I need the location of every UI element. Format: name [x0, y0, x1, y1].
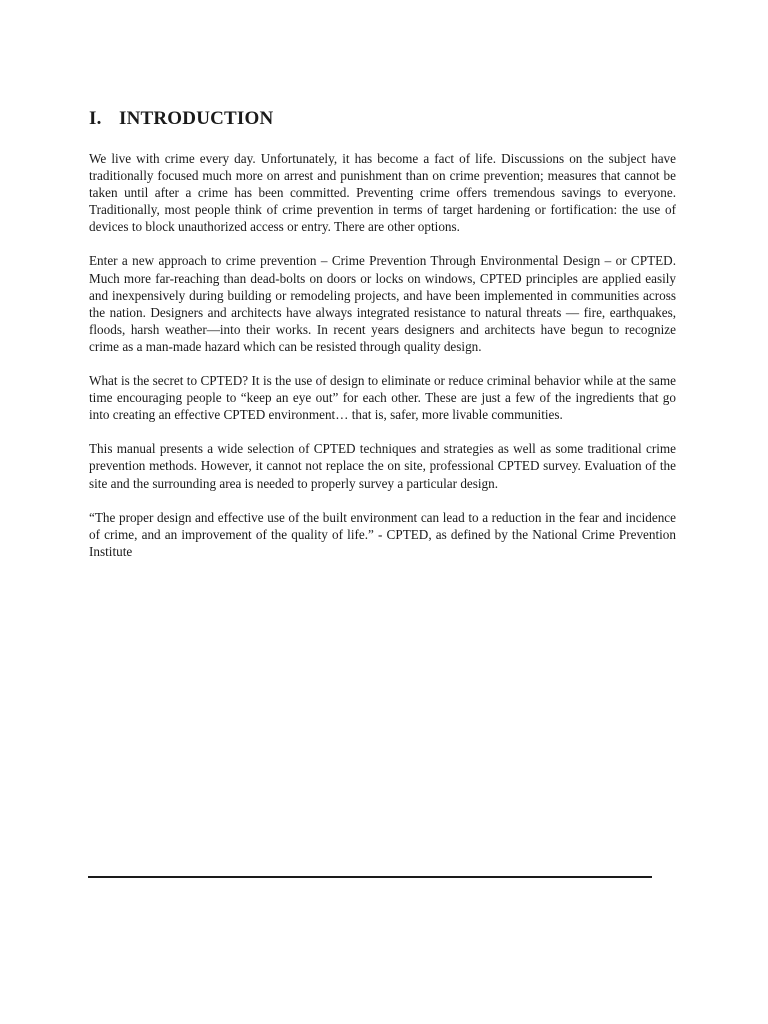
- paragraph-intro: We live with crime every day. Unfortunately, it has become a fact of life. Discussions on the subject have traditionally focused much more on arrest and punishment than on crime prevention; measures that cannot be taken until after a crime has been committed. Preventing crime offers tremendous savings to everyone. Traditionally, most people think of crime prevention in terms of target hardening or fortification: the use of devices to block unauthorized access or entry. There are other options.: [89, 151, 676, 235]
- paragraph-quote: “The proper design and effective use of the built environment can lead to a reduction in the fear and incidence of crime, and an improvement of the quality of life.” - CPTED, as defined by the National Crime Prevention Institute: [89, 509, 676, 559]
- paragraph-new-approach: Enter a new approach to crime prevention – Crime Prevention Through Environmental Design – or CPTED. Much more far-reaching than dead-bolts on doors or locks on windows, CPTED principles are applied easily and inexpensively during building or remodeling projects, and have been implemented in communities across the nation. Designers and architects have always integrated resistance to natural threats — fire, earthquakes, floods, harsh weather—into their works. In recent years designers and architects have begun to recognize crime as a man-made hazard which can be resisted through quality design.: [89, 253, 676, 354]
- section-title: INTRODUCTION: [119, 108, 274, 129]
- section-heading: [89, 108, 273, 130]
- section-number: I.: [89, 108, 102, 129]
- paragraph-secret: What is the secret to CPTED? It is the use of design to eliminate or reduce criminal behavior while at the same time encouraging people to “keep an eye out” for each other. These are just a few of the ingredients that go into creating an effective CPTED environment… that is, safer, more livable communities.: [89, 373, 676, 423]
- paragraph-manual: This manual presents a wide selection of CPTED techniques and strategies as well as some traditional crime prevention methods. However, it cannot not replace the on site, professional CPTED survey. Evaluation of the site and the surrounding area is needed to properly survey a particular design.: [89, 441, 676, 491]
- footer-rule: [88, 876, 652, 878]
- body-text: [89, 150, 676, 577]
